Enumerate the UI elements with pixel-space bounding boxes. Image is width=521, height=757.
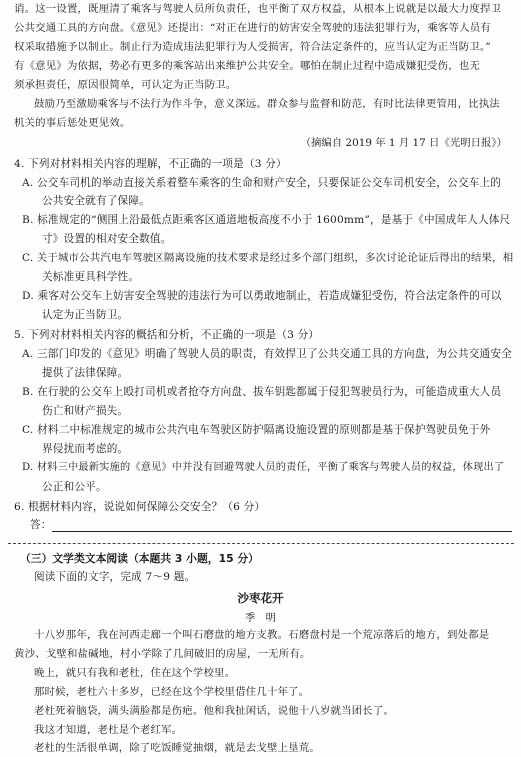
passage-line: 公共交通工具的方向盘。《意见》还提出：“对正在进行的妨害安全驾驶的违法犯罪行为，乘客等人员有 bbox=[14, 22, 491, 34]
answer-line[interactable] bbox=[52, 531, 512, 532]
section-heading: （三）文学类文本阅读（本题共 3 小题，15 分） bbox=[20, 552, 259, 565]
q4-option-b: B. 标准规定的“侧围上沿最低点距乘客区通道地板高度不小于 1600mm”，是基于《中国成年人人体尺 bbox=[22, 214, 511, 226]
q5-option-d: D. 材料三中最新实施的《意见》中并没有回避驾驶人员的责任，平衡了乘客与驾驶人员的权益，体现出了 bbox=[22, 462, 505, 473]
q5-option-a: A. 三部门印发的《意见》明确了驾驶人员的职责，有效捍卫了公共交通工具的方向盘，为公共交通安全 bbox=[22, 348, 512, 360]
q4-option-c-cont: 关标准更具科学性。 bbox=[42, 271, 140, 283]
passage-line: 须承担责任，原因很简单，可认定为正当防卫。 bbox=[14, 79, 237, 91]
q5-option-c: C. 材料二中标准规定的城市公共汽电车驾驶区防护隔离设施设置的原则都是基于保护驾驶员免于外 bbox=[22, 424, 491, 436]
q4-option-b-cont: 寸》设置的相对安全数值。 bbox=[42, 233, 172, 245]
passage-line: 权采取措施予以制止。制止行为造成违法犯罪行为人受损害，符合法定条件的，应当认定为正当防卫。” bbox=[14, 41, 491, 53]
q4-option-d: D. 乘客对公交车上妨害安全驾驶的违法行为可以勇敢地制止，若造成嫌犯受伤，符合法定条件的可以 bbox=[22, 290, 502, 302]
story-line: 那时候，老杜六十多岁，已经在这个学校里借住几十年了。 bbox=[34, 686, 310, 698]
story-line: 晚上，就只有我和老杜，住在这个学校里。 bbox=[34, 667, 236, 679]
passage-line: 诮。这一设置，既厘清了乘客与驾驶人员所负责任，也平衡了双方权益，从根本上说就是以最大力度捍卫 bbox=[14, 3, 502, 15]
q4-option-a: A. 公交车司机的举动直接关系着整车乘客的生命和财产安全，只要保证公交车司机安全，公交车上的 bbox=[22, 177, 502, 189]
story-line: 十八岁那年，我在河西走廊一个叫石磨盘的地方支教。石磨盘村是一个荒凉落后的地方，到处都是 bbox=[34, 629, 490, 641]
source-citation: （摘编自 2019 年 1 月 17 日《光明日报》） bbox=[300, 137, 507, 149]
q5-option-d-cont: 公正和公平。 bbox=[42, 481, 107, 493]
question-5-stem: 5. 下列对材料相关内容的概括和分析，不正确的一项是（3 分） bbox=[14, 329, 320, 341]
section-divider bbox=[8, 543, 514, 544]
q4-option-d-cont: 认定为正当防卫。 bbox=[42, 309, 129, 321]
story-title: 沙枣花开 bbox=[237, 591, 284, 605]
story-line: 黄沙、戈壁和盐碱地，村小学除了几间破旧的房屋，一无所有。 bbox=[14, 648, 311, 660]
passage-line: 有《意见》为依据，势必有更多的乘客站出来维护公共安全。哪怕在制止过程中造成嫌犯受伤，也无 bbox=[14, 60, 480, 72]
story-line: 老杜的生活很单调，除了吃饭睡觉抽烟，就是去戈壁上垦荒。 bbox=[34, 742, 320, 754]
passage-line: 鼓励乃至激励乘客与不法行为作斗争，意义深远。群众参与监督和防范，有时比法律更管用，比执法 bbox=[34, 98, 500, 110]
q5-option-b-cont: 伤亡和财产损失。 bbox=[42, 405, 129, 417]
q4-option-c: C. 关于城市公共汽电车驾驶区隔离设施的技术要求是经过多个部门组织，多次讨论论证后得出的结果，相 bbox=[22, 252, 514, 264]
q5-option-b: B. 在行驶的公交车上殴打司机或者抢夺方向盘、拔车钥匙都属于侵犯驾驶员行为，可能造成重大人员 bbox=[22, 386, 502, 398]
story-author: 季 明 bbox=[244, 612, 277, 624]
q5-option-a-cont: 提供了法律保障。 bbox=[42, 367, 129, 379]
answer-label: 答： bbox=[30, 519, 52, 531]
q5-option-c-cont: 界侵扰而考虑的。 bbox=[42, 443, 129, 455]
passage-line: 机关的事后惩处更见效。 bbox=[14, 117, 131, 129]
story-line: 我这才知道，老杜是个老红军。 bbox=[34, 724, 183, 736]
question-4-stem: 4. 下列对材料相关内容的理解，不正确的一项是（3 分） bbox=[14, 158, 287, 170]
section-instruction: 阅读下面的文字，完成 7～9 题。 bbox=[34, 571, 196, 583]
q4-option-a-cont: 公共安全就有了保障。 bbox=[42, 195, 150, 207]
question-6-stem: 6. 根据材料内容，说说如何保障公交安全？（6 分） bbox=[14, 501, 266, 513]
story-line: 老杜死着脑袋，满头满脸都是伤疤。他和我扯闲话，说他十八岁就当团长了。 bbox=[34, 705, 395, 717]
